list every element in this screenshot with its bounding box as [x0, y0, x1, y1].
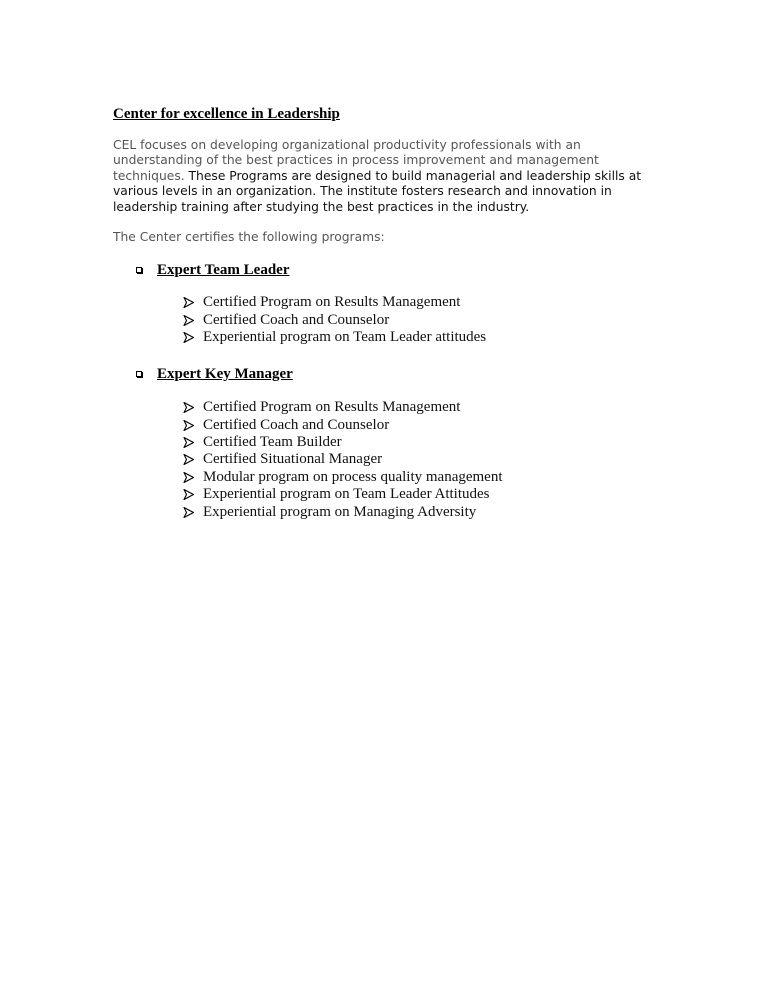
arrow-bullet-icon — [183, 315, 194, 326]
list-item — [183, 503, 503, 520]
list-item-label: Certified Coach and Counselor — [203, 311, 390, 328]
list-item-label: Experiential program on Team Leader attitudes — [203, 328, 487, 345]
list-item-label: Certified Coach and Counselor — [203, 416, 390, 433]
intro-line: CEL focuses on developing organizational productivity professionals with an — [113, 138, 581, 152]
list-item — [183, 399, 503, 416]
arrow-bullet-icon — [183, 332, 194, 343]
section-title: Expert Team Leader — [157, 261, 290, 278]
program-list — [183, 294, 486, 346]
list-item-label: Certified Team Builder — [203, 433, 342, 450]
document-title: Center for excellence in Leadership — [113, 106, 340, 122]
arrow-bullet-icon — [183, 507, 194, 518]
program-section — [133, 365, 503, 520]
list-item — [183, 434, 503, 451]
arrow-bullet-icon — [183, 454, 194, 465]
arrow-bullet-icon — [183, 297, 194, 308]
intro-paragraph — [113, 138, 673, 215]
list-item-label: Certified Program on Results Management — [203, 399, 461, 416]
list-item — [183, 451, 503, 468]
list-item-label: Certified Program on Results Management — [203, 294, 461, 311]
list-item-label: Certified Situational Manager — [203, 451, 383, 468]
section-heading — [133, 261, 290, 279]
certifies-text: The Center certifies the following programs: — [113, 230, 385, 244]
list-item — [183, 469, 503, 486]
list-item — [183, 416, 503, 433]
list-item-label: Experiential program on Managing Adversity — [203, 503, 477, 520]
list-item-label: Modular program on process quality management — [203, 468, 503, 485]
intro-line: various levels in an organization. The institute fosters research and innovation in — [113, 184, 612, 199]
program-list — [183, 399, 503, 521]
list-item — [183, 294, 486, 311]
arrow-bullet-icon — [183, 402, 194, 413]
list-item — [183, 329, 486, 346]
section-heading — [133, 365, 293, 383]
list-item — [183, 311, 486, 328]
arrow-bullet-icon — [183, 437, 194, 448]
square-bullet-icon — [136, 267, 142, 273]
square-bullet-icon — [136, 371, 142, 377]
arrow-bullet-icon — [183, 489, 194, 500]
list-item-label: Experiential program on Team Leader Attitudes — [203, 486, 490, 503]
intro-line: understanding of the best practices in process improvement and management — [113, 153, 599, 168]
program-section — [133, 261, 487, 345]
arrow-bullet-icon — [183, 420, 194, 431]
list-item — [183, 486, 503, 503]
arrow-bullet-icon — [183, 472, 194, 483]
intro-line: techniques. These Programs are designed to build managerial and leadership skills at — [113, 168, 642, 183]
intro-line: leadership training after studying the best practices in the industry. — [113, 199, 530, 214]
section-title: Expert Key Manager — [157, 365, 293, 382]
